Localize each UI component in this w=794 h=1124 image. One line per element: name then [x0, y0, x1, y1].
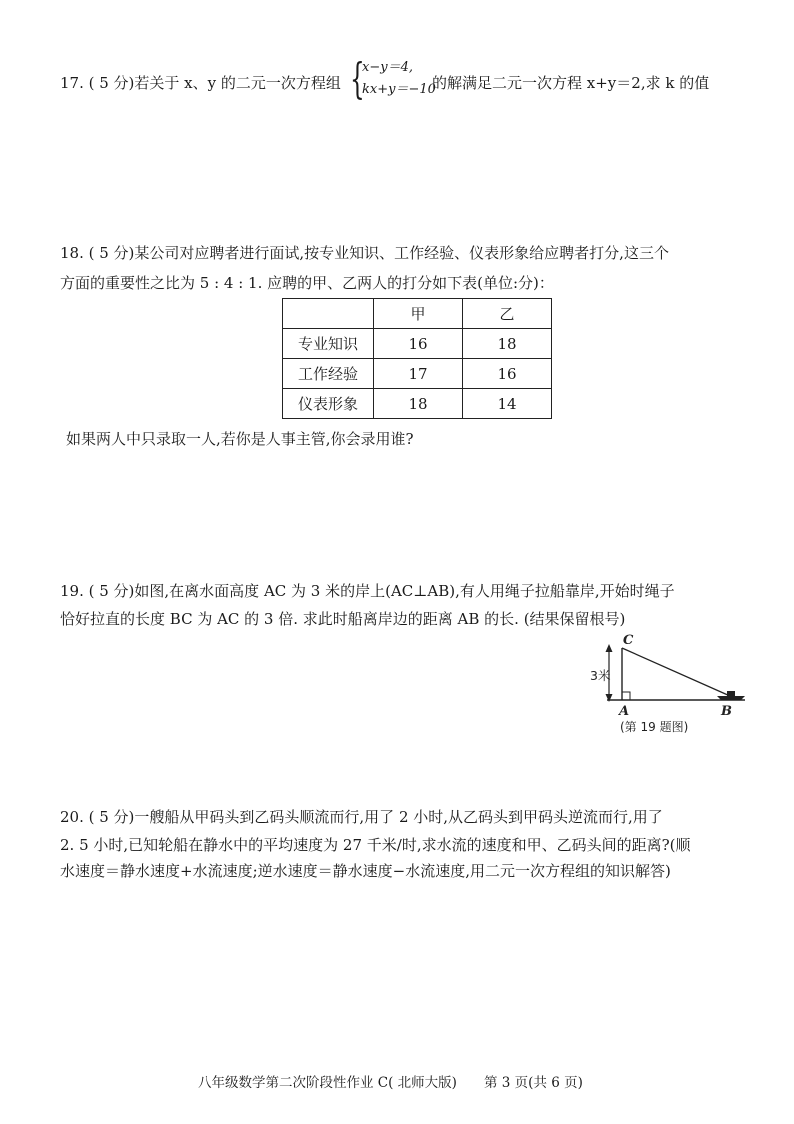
yi-score: 18 [463, 329, 552, 359]
yi-score: 14 [463, 389, 552, 419]
footer-title: 八年级数学第二次阶段性作业 C( 北师大版) [198, 1075, 457, 1091]
boat-cabin [727, 691, 735, 696]
segment-cb [622, 648, 730, 696]
jia-score: 16 [374, 329, 463, 359]
q18-line-2: 方面的重要性之比为 5 : 4 : 1. 应聘的甲、乙两人的打分如下表(单位:分)： [60, 274, 554, 292]
label-c: C [623, 633, 634, 648]
q17-prefix: 17. ( 5 分)若关于 x、y 的二元一次方程组 [60, 74, 341, 92]
q17-suffix: 的解满足二元一次方程 x+y＝2,求 k 的值 [432, 74, 710, 92]
q17-equation-2: kx+y＝−10 [362, 82, 436, 97]
boat-icon [717, 696, 745, 700]
height-label: 3米 [590, 668, 611, 683]
q20-line-1: 20. ( 5 分)一艘船从甲码头到乙码头顺流而行,用了 2 小时,从乙码头到甲码头逆流而行,用了 [60, 808, 663, 826]
q17-equation-1: x−y＝4, [362, 60, 413, 75]
label-b: B [721, 704, 732, 719]
arrow-up-icon [606, 644, 613, 652]
system-brace: { [350, 54, 365, 103]
table-row [283, 389, 552, 419]
yi-score: 16 [463, 359, 552, 389]
label-a: A [619, 704, 630, 719]
row-label: 仪表形象 [283, 389, 374, 419]
jia-score: 17 [374, 359, 463, 389]
table-header-yi: 乙 [463, 299, 552, 329]
q18-line-1: 18. ( 5 分)某公司对应聘者进行面试,按专业知识、工作经验、仪表形象给应聘者打分,这三个 [60, 244, 669, 262]
score-table [282, 298, 552, 419]
row-label: 专业知识 [283, 329, 374, 359]
table-header-blank [283, 299, 374, 329]
q19-line-1: 19. ( 5 分)如图,在离水面高度 AC 为 3 米的岸上(AC⊥AB),有人用绳子拉船靠岸,开始时绳子 [60, 582, 675, 600]
row-label: 工作经验 [283, 359, 374, 389]
q20-line-3: 水速度＝静水速度+水流速度;逆水速度＝静水速度−水流速度,用二元一次方程组的知识解答) [60, 862, 671, 880]
footer-page-number: 第 3 页(共 6 页) [484, 1075, 583, 1091]
q19-figure [585, 630, 775, 742]
right-angle-icon [622, 692, 630, 700]
table-row [283, 329, 552, 359]
jia-score: 18 [374, 389, 463, 419]
q19-line-2: 恰好拉直的长度 BC 为 AC 的 3 倍. 求此时船离岸边的距离 AB 的长. (结果保留根号) [60, 610, 626, 628]
q18-question: 如果两人中只录取一人,若你是人事主管,你会录用谁? [66, 430, 414, 448]
table-header-jia: 甲 [374, 299, 463, 329]
table-header-row [283, 299, 552, 329]
arrow-down-icon [606, 694, 613, 702]
figure-caption: (第 19 题图) [620, 720, 689, 734]
q20-line-2: 2. 5 小时,已知轮船在静水中的平均速度为 27 千米/时,求水流的速度和甲、乙码头间的距离?(顺 [60, 836, 691, 854]
table-row [283, 359, 552, 389]
